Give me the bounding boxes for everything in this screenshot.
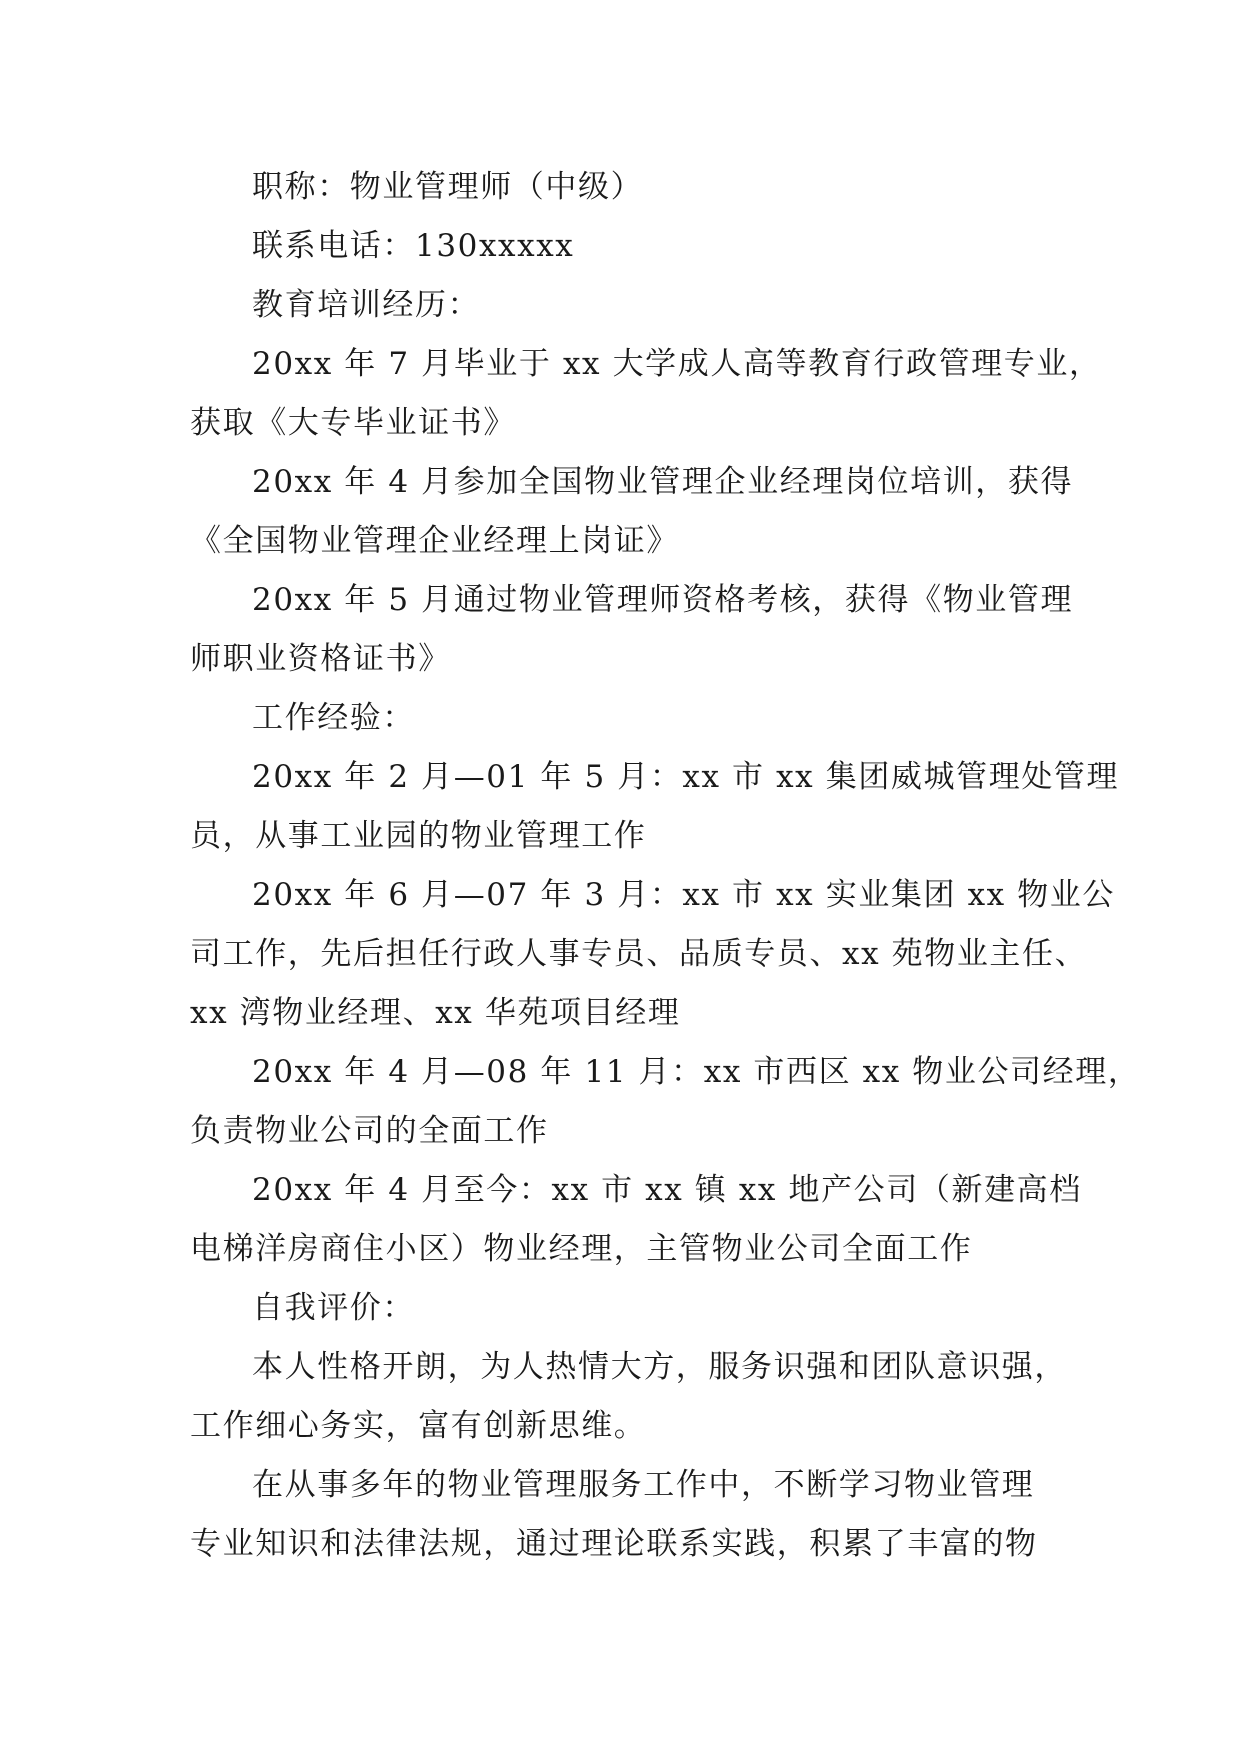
text-line: 在从事多年的物业管理服务工作中，不断学习物业管理 <box>252 1467 1035 1503</box>
text-line: 司工作，先后担任行政人事专员、品质专员、xx 苑物业主任、 <box>190 936 1088 972</box>
text-line: 《全国物业管理企业经理上岗证》 <box>190 523 679 559</box>
text-line: 20xx 年 5 月通过物业管理师资格考核，获得《物业管理 <box>252 582 1074 618</box>
text-line: 本人性格开朗，为人热情大方，服务识强和团队意识强， <box>252 1349 1067 1385</box>
section-heading-self-evaluation: 自我评价： <box>252 1290 415 1326</box>
text-line-title: 职称：物业管理师（中级） <box>252 169 644 205</box>
text-line: 员，从事工业园的物业管理工作 <box>190 818 647 854</box>
text-line: 20xx 年 2 月—01 年 5 月：xx 市 xx 集团威城管理处管理 <box>252 759 1120 795</box>
text-line: 20xx 年 4 月至今：xx 市 xx 镇 xx 地产公司（新建高档 <box>252 1172 1082 1208</box>
text-line: 负责物业公司的全面工作 <box>190 1113 549 1149</box>
text-line: 工作细心务实，富有创新思维。 <box>190 1408 647 1444</box>
text-line: 20xx 年 6 月—07 年 3 月：xx 市 xx 实业集团 xx 物业公 <box>252 877 1115 913</box>
document-body <box>190 158 1141 1574</box>
text-line: 20xx 年 4 月参加全国物业管理企业经理岗位培训，获得 <box>252 464 1074 500</box>
text-line: 20xx 年 7 月毕业于 xx 大学成人高等教育行政管理专业， <box>252 346 1102 382</box>
text-line: 专业知识和法律法规，通过理论联系实践，积累了丰富的物 <box>190 1526 1038 1562</box>
text-line: 师职业资格证书》 <box>190 641 451 677</box>
section-heading-experience: 工作经验： <box>252 700 415 736</box>
section-heading-education: 教育培训经历： <box>252 287 481 323</box>
text-line: 20xx 年 4 月—08 年 11 月：xx 市西区 xx 物业公司经理， <box>252 1054 1141 1090</box>
text-line: 电梯洋房商住小区）物业经理，主管物业公司全面工作 <box>190 1231 973 1267</box>
text-line: xx 湾物业经理、xx 华苑项目经理 <box>190 995 681 1031</box>
text-line-phone: 联系电话：130xxxxx <box>252 228 575 264</box>
text-line: 获取《大专毕业证书》 <box>190 405 516 441</box>
